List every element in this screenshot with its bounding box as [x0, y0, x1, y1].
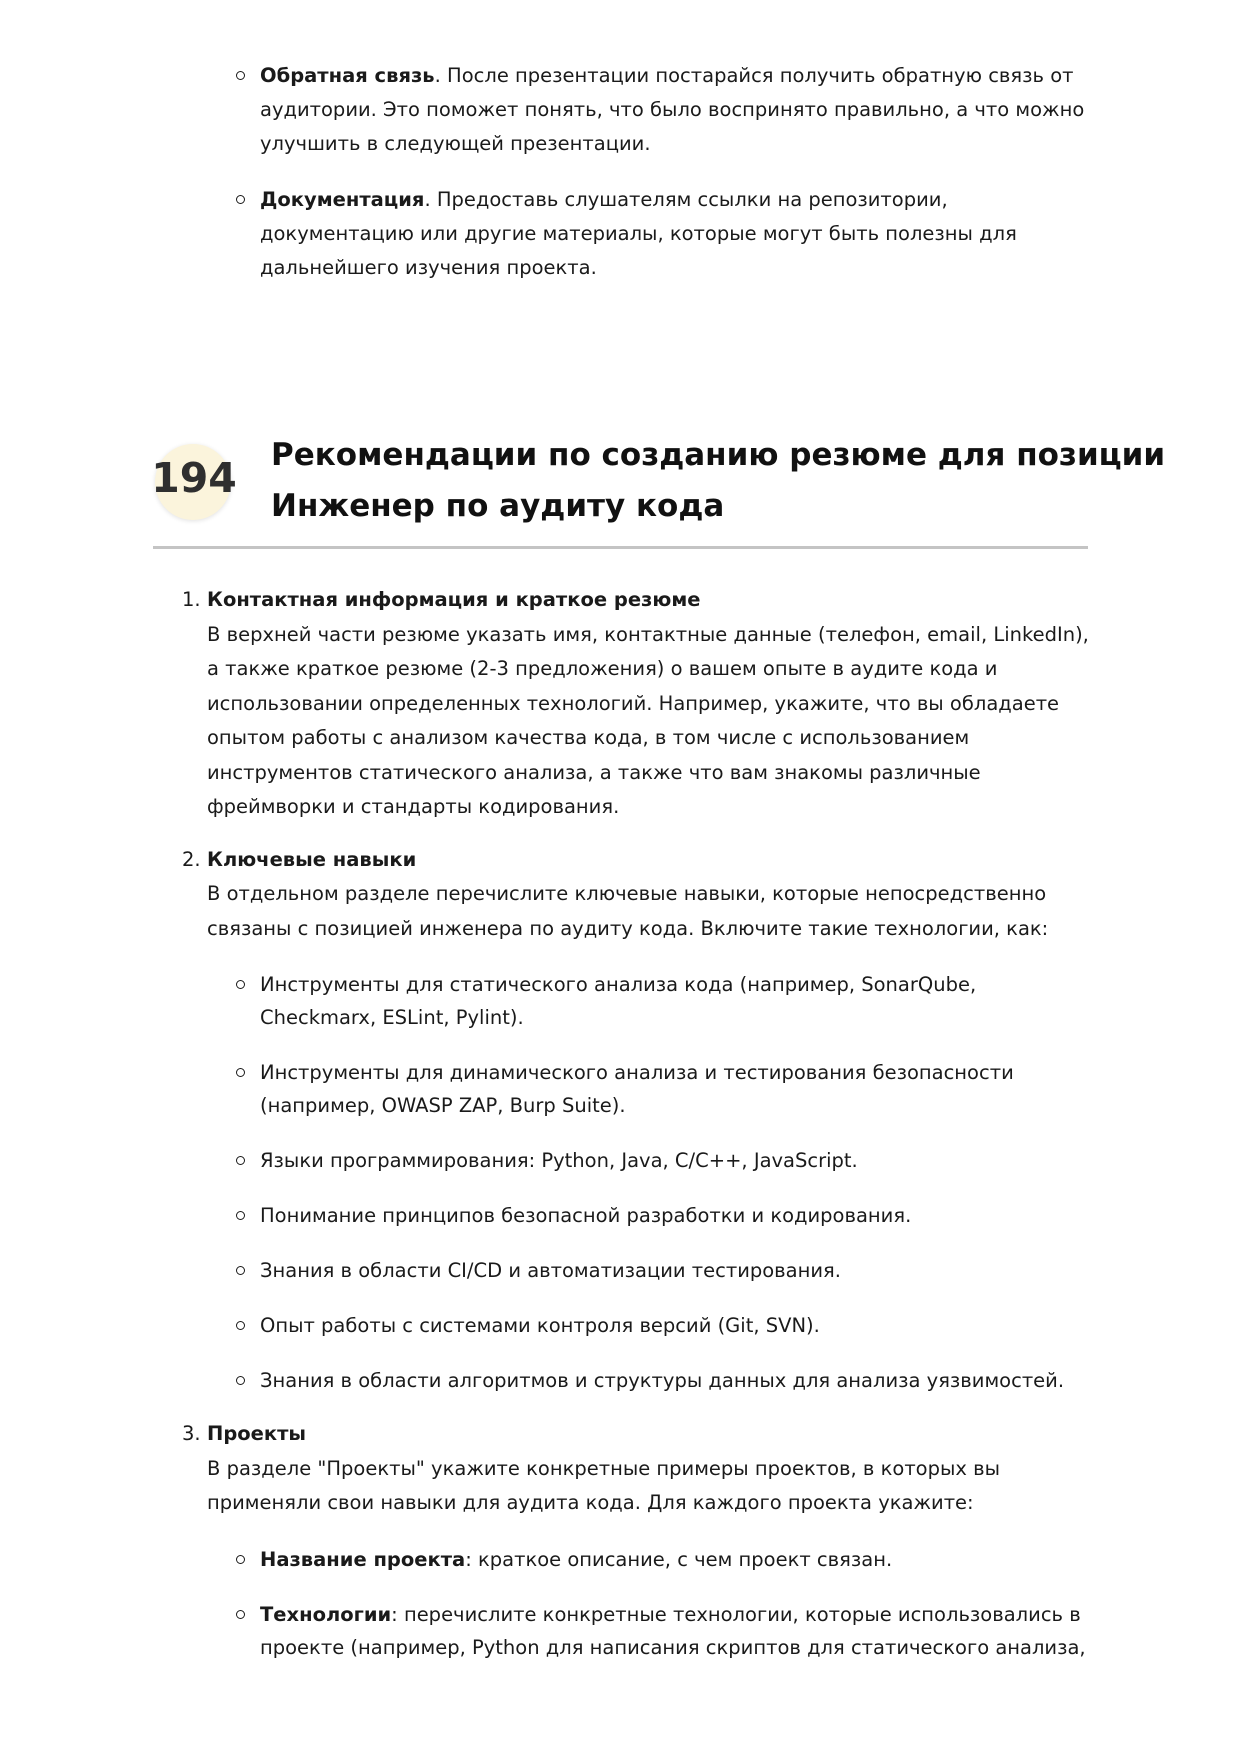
item-text: . После презентации постарайся получить обратную связь от аудитории. Это поможет понять, что было воспринято правильно, а что можно улучшить в следующей презентации.: [260, 64, 1085, 155]
section-title: Контактная информация и краткое резюме: [207, 588, 701, 611]
chapter-number: 194: [151, 454, 237, 502]
list-item: [233, 59, 1093, 161]
circle-bullet-icon: [236, 1156, 245, 1165]
item-bold-term: Обратная связь: [260, 64, 435, 87]
section-description: В отдельном разделе перечислите ключевые навыки, которые непосредственно связаны с позицией инженера по аудиту кода. Включите такие технологии, как:: [207, 882, 1049, 940]
section-number: 2.: [182, 847, 201, 871]
item-text: Знания в области алгоритмов и структуры данных для анализа уязвимостей.: [260, 1369, 1065, 1392]
item-text: Инструменты для динамического анализа и тестирования безопасности (например, OWASP ZAP, Burp Suite).: [260, 1061, 1014, 1117]
circle-bullet-icon: [236, 1266, 245, 1275]
circle-bullet-icon: [236, 1610, 245, 1619]
list-item: [233, 1364, 1090, 1397]
circle-bullet-icon: [236, 1211, 245, 1220]
list-item: [233, 1543, 1090, 1576]
section-description: В верхней части резюме указать имя, контактные данные (телефон, email, LinkedIn), а также краткое резюме (2-3 предложения) о вашем опыте в аудите кода и использовании определенных технологий. Например, укажите, что вы обладаете опытом работы с анализом качества кода, в том числе с использованием инструментов статического анализа, а также что вам знакомы различные фреймворки и стандарты кодирования.: [207, 622, 1089, 818]
section-description: В разделе "Проекты" укажите конкретные примеры проектов, в которых вы применяли свои навыки для аудита кода. Для каждого проекта укажите:: [207, 1456, 1001, 1514]
list-item: [233, 1309, 1090, 1342]
circle-bullet-icon: [236, 195, 245, 204]
chapter-header: [151, 430, 1166, 549]
section-item: [180, 1417, 1090, 1664]
list-item: [233, 1598, 1090, 1664]
circle-bullet-icon: [236, 1376, 245, 1385]
section-number: 3.: [182, 1422, 201, 1445]
item-bold-term: Технологии: [260, 1602, 392, 1626]
item-text: Знания в области CI/CD и автоматизации тестирования.: [260, 1259, 841, 1282]
previous-section-list: [233, 59, 1093, 307]
chapter-title-line: Инженер по аудиту кода: [271, 488, 725, 524]
list-item: [233, 968, 1090, 1034]
skills-list: [207, 968, 1090, 1397]
item-bold-term: Название проекта: [260, 1547, 466, 1571]
section-title: Ключевые навыки: [207, 847, 417, 871]
item-text: Опыт работы с системами контроля версий (Git, SVN).: [260, 1314, 820, 1337]
item-bold-term: Документация: [260, 188, 425, 211]
recommendations-list: [180, 583, 1090, 1684]
circle-bullet-icon: [236, 1068, 245, 1077]
item-text: Инструменты для статического анализа кода (например, SonarQube, Checkmarx, ESLint, Pylint).: [260, 973, 977, 1029]
section-item: [180, 583, 1090, 825]
item-text: : перечислите конкретные технологии, которые использовались в проекте (например, Python для написания скриптов для статического анализа,: [260, 1602, 1086, 1659]
list-item: [233, 1144, 1090, 1177]
list-item: [233, 1056, 1090, 1122]
list-item: [233, 183, 1093, 285]
section-item: [180, 843, 1090, 1398]
list-item: [233, 1254, 1090, 1287]
item-text: Понимание принципов безопасной разработки и кодирования.: [260, 1204, 912, 1227]
item-text: Языки программирования: Python, Java, C/C++, JavaScript.: [260, 1149, 858, 1172]
circle-bullet-icon: [236, 1321, 245, 1330]
list-item: [233, 1199, 1090, 1232]
circle-bullet-icon: [236, 1555, 245, 1564]
section-title: Проекты: [207, 1422, 307, 1445]
item-text: : краткое описание, с чем проект связан.: [465, 1547, 893, 1571]
chapter-title: [271, 430, 1166, 532]
section-number: 1.: [182, 588, 201, 611]
item-text: . Предоставь слушателям ссылки на репозитории, документацию или другие материалы, которые могут быть полезны для дальнейшего изучения проекта.: [260, 188, 1017, 279]
project-details-list: [207, 1543, 1090, 1664]
chapter-title-line: Рекомендации по созданию резюме для позиции: [271, 437, 1166, 473]
circle-bullet-icon: [236, 980, 245, 989]
circle-bullet-icon: [236, 71, 245, 80]
